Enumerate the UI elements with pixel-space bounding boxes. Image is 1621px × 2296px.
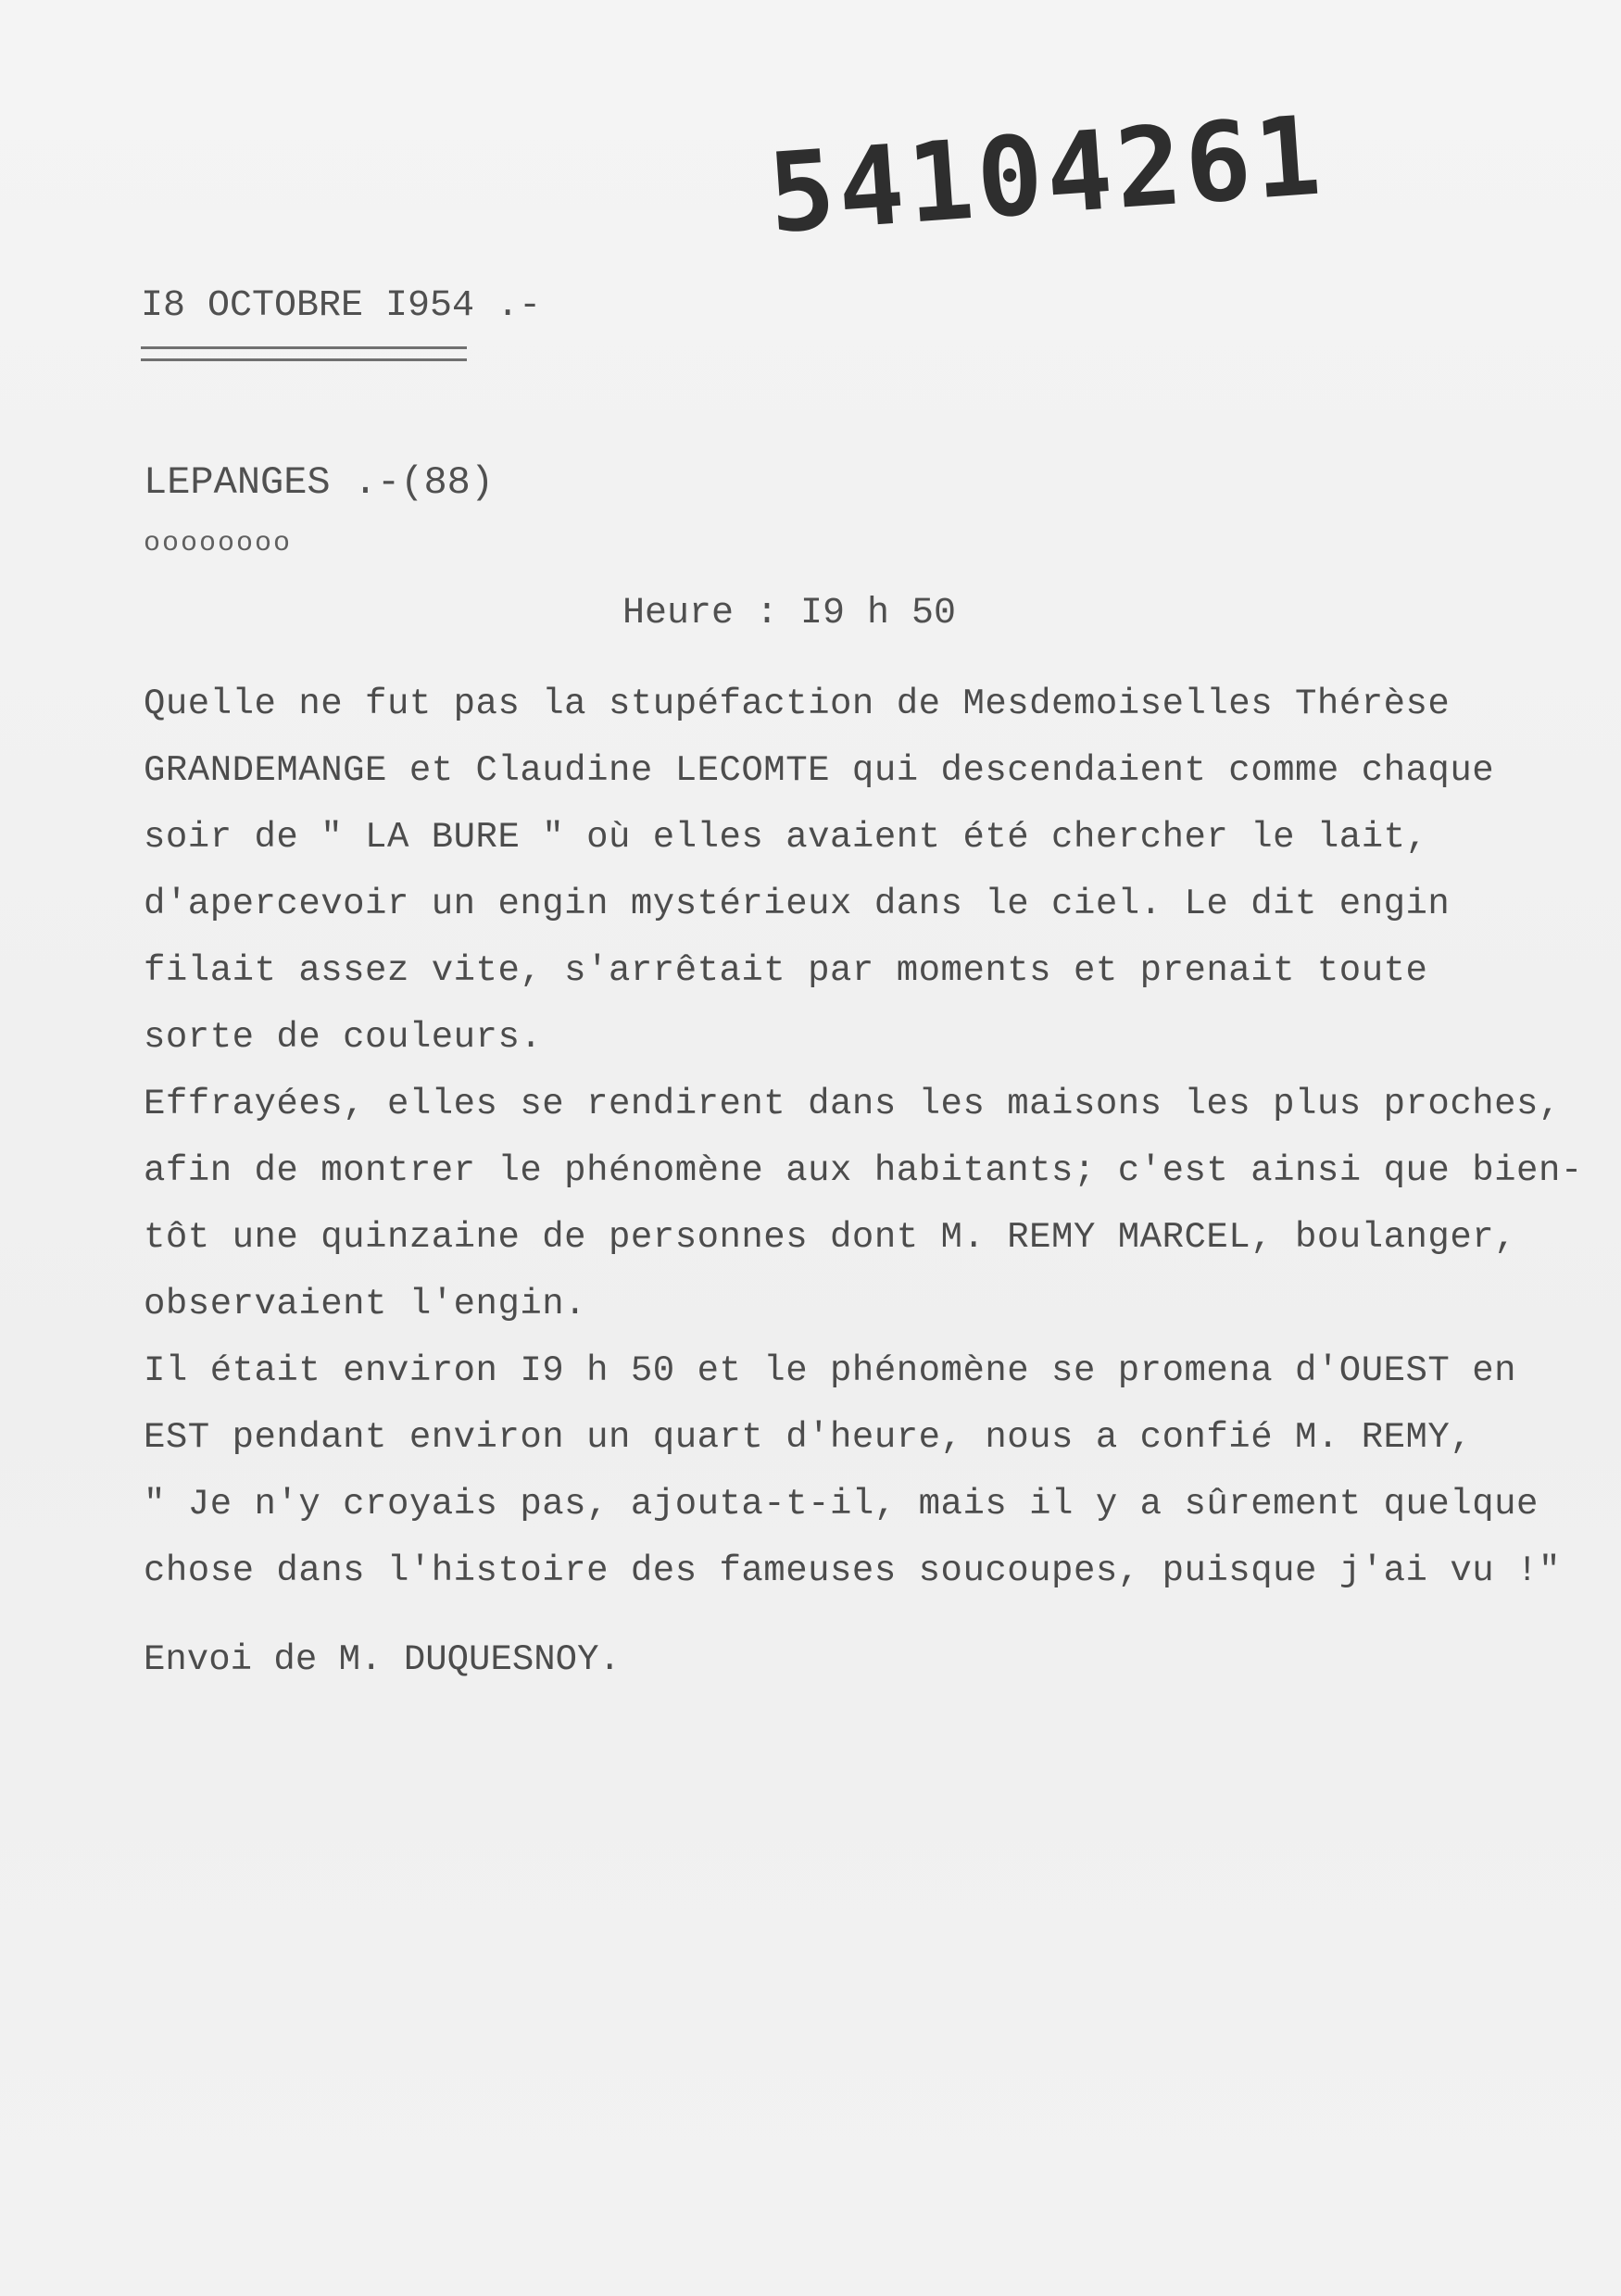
body-line: tôt une quinzaine de personnes dont M. REMY MARCEL, boulanger, [144,1217,1517,1258]
body-line: Quelle ne fut pas la stupéfaction de Mesdemoiselles Thérèse [144,684,1451,724]
place-heading: LEPANGES .-(88) [144,460,495,505]
document-date: I8 OCTOBRE I954 .- [141,285,542,327]
body-line: soir de " LA BURE " où elles avaient été chercher le lait, [144,817,1428,858]
body-line: chose dans l'histoire des fameuses soucoupes, puisque j'ai vu !" [144,1550,1561,1591]
body-line: Il était environ I9 h 50 et le phénomène se promena d'OUEST en [144,1350,1517,1391]
date-double-underline [141,346,467,361]
body-line: afin de montrer le phénomène aux habitants; c'est ainsi que bien- [144,1150,1583,1191]
reference-stamp: 54104261 [764,91,1328,257]
body-line: observaient l'engin. [144,1284,587,1324]
body-line: " Je n'y croyais pas, ajouta-t-il, mais il y a sûrement quelque [144,1484,1539,1524]
body-line: d'apercevoir un engin mystérieux dans le ciel. Le dit engin [144,884,1451,924]
place-underline: oooooooo [144,528,293,559]
body-line: filait assez vite, s'arrêtait par moments et prenait toute [144,950,1428,991]
sender-line: Envoi de M. DUQUESNOY. [144,1639,621,1680]
body-line: EST pendant environ un quart d'heure, nous a confié M. REMY, [144,1417,1473,1458]
body-line: Effrayées, elles se rendirent dans les maisons les plus proches, [144,1084,1561,1124]
body-line: GRANDEMANGE et Claudine LECOMTE qui descendaient comme chaque [144,750,1495,791]
time-line: Heure : I9 h 50 [622,593,957,634]
body-line: sorte de couleurs. [144,1017,543,1058]
